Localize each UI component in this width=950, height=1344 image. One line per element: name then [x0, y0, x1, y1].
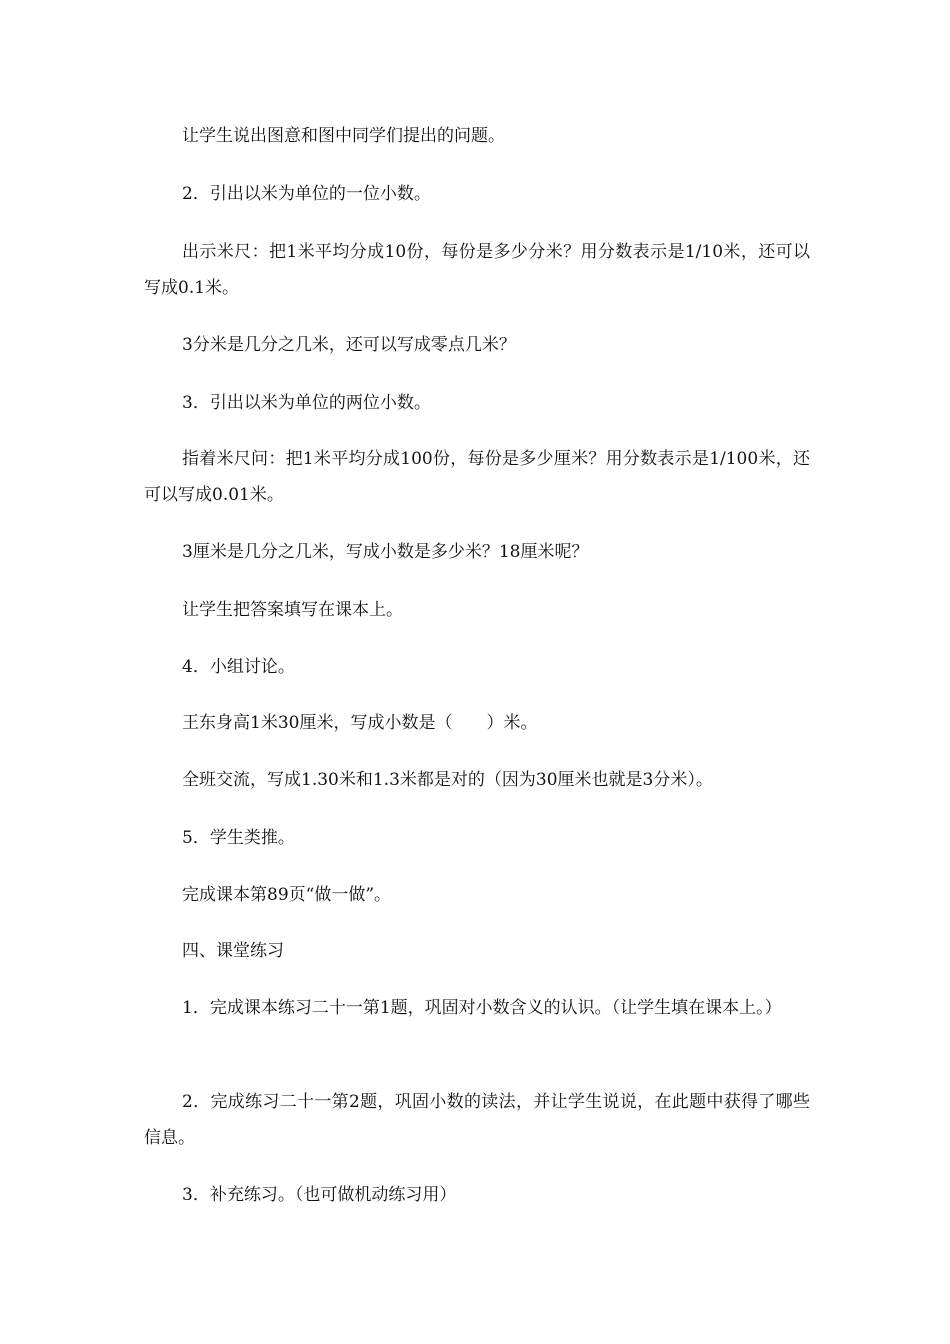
section-heading: 四、课堂练习: [182, 941, 284, 961]
paragraph: 王东身高1米30厘米，写成小数是（ ）米。: [182, 713, 538, 733]
paragraph: 3．引出以米为单位的两位小数。: [182, 393, 431, 413]
paragraph: 3厘米是几分之几米，写成小数是多少米？18厘米呢？: [182, 542, 589, 562]
paragraph: 1．完成课本练习二十一第1题，巩固对小数含义的认识。（让学生填在课本上。）: [182, 998, 782, 1018]
paragraph: 4．小组讨论。: [182, 657, 295, 677]
paragraph: 让学生把答案填写在课本上。: [182, 600, 403, 620]
paragraph: 5．学生类推。: [182, 828, 295, 848]
paragraph: 让学生说出图意和图中同学们提出的问题。: [182, 126, 505, 146]
paragraph: 全班交流，写成1.30米和1.3米都是对的（因为30厘米也就是3分米）。: [182, 770, 713, 790]
paragraph: 3分米是几分之几米，还可以写成零点几米？: [182, 335, 516, 355]
paragraph: 指着米尺问：把1米平均分成100份，每份是多少厘米？用分数表示是1/100米，还可以写成0.01米。: [144, 449, 810, 505]
paragraph: 3．补充练习。（也可做机动练习用）: [182, 1185, 457, 1205]
paragraph: 完成课本第89页“做一做”。: [182, 885, 392, 905]
paragraph: 出示米尺：把1米平均分成10份，每份是多少分米？用分数表示是1/10米，还可以写成0.1米。: [144, 242, 810, 298]
paragraph: 2．完成练习二十一第2题，巩固小数的读法，并让学生说说，在此题中获得了哪些信息。: [144, 1092, 810, 1148]
paragraph: 2．引出以米为单位的一位小数。: [182, 184, 431, 204]
